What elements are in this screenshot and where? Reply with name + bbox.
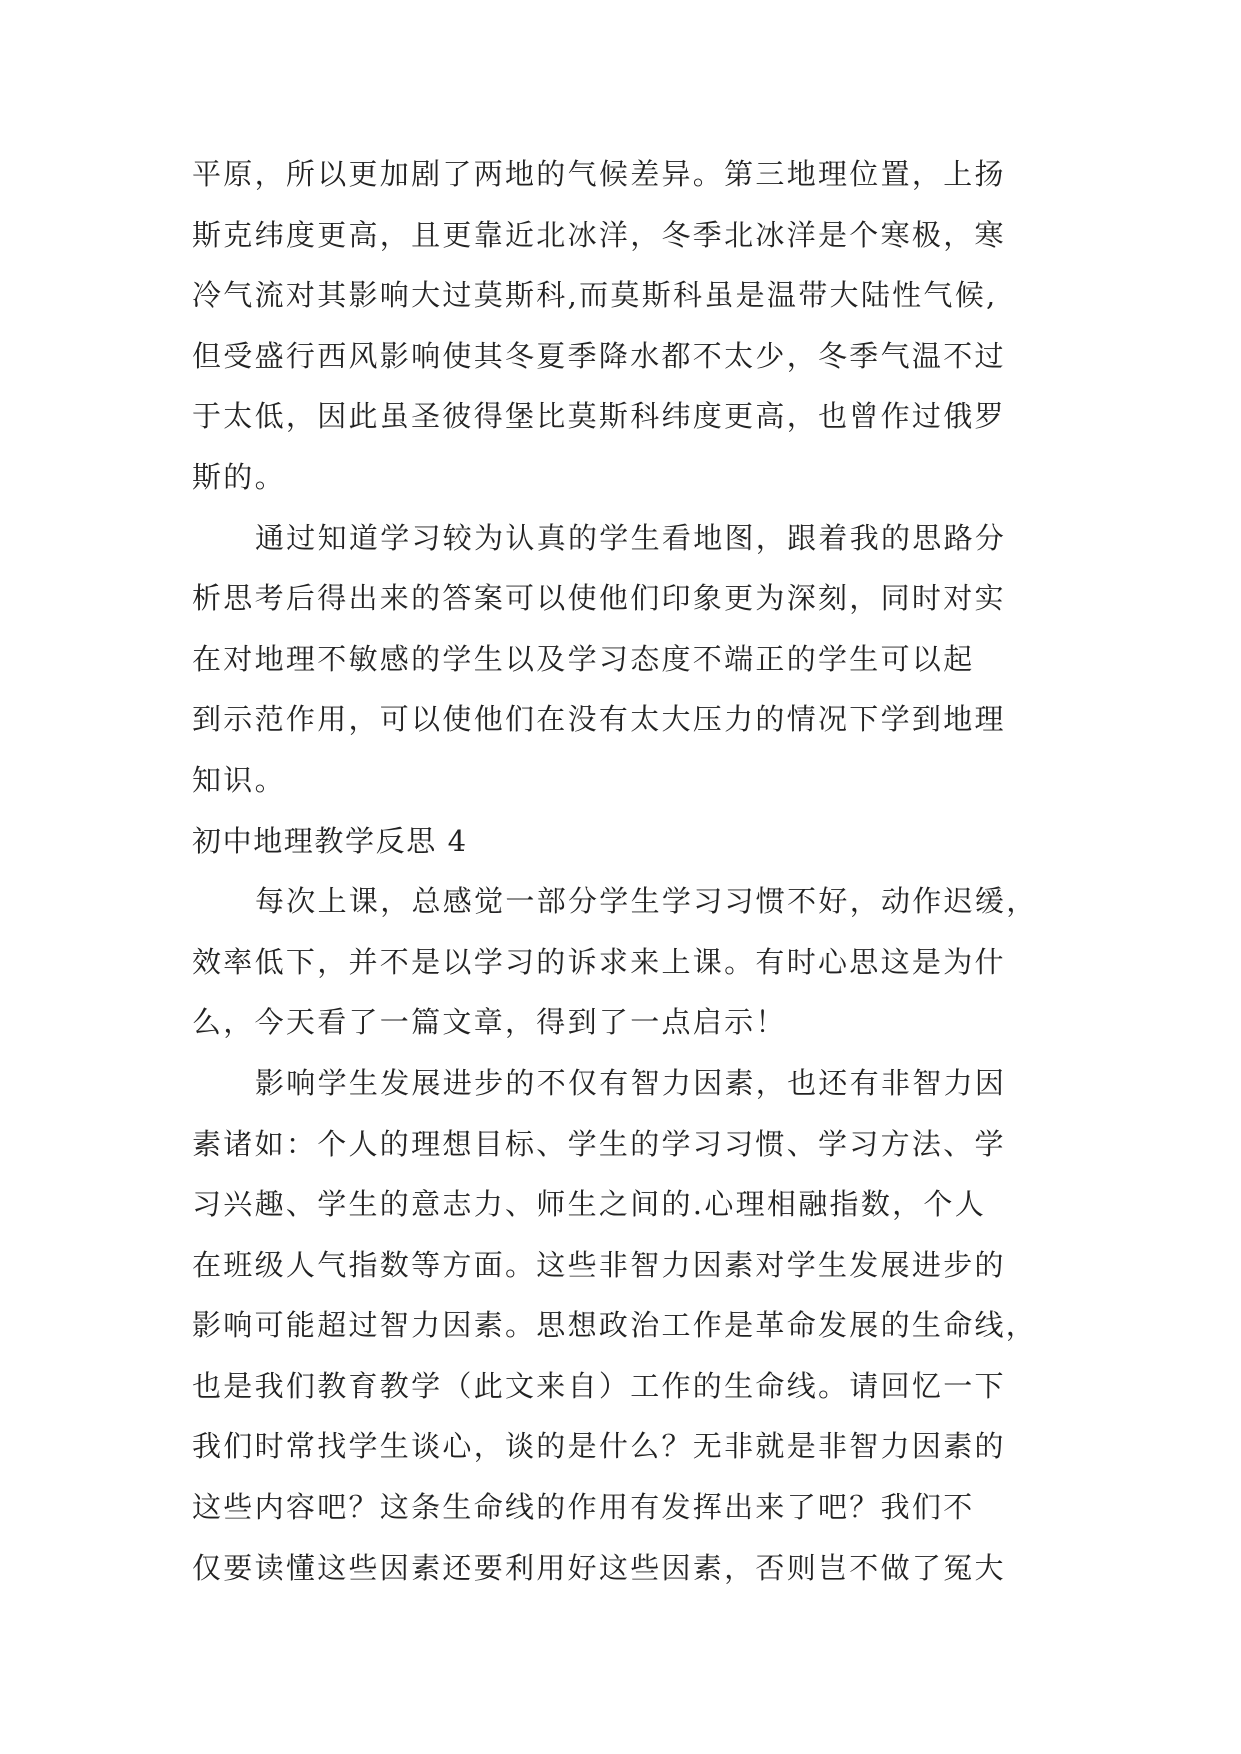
- text-line: 我们时常找学生谈心，谈的是什么？无非就是非智力因素的: [192, 1429, 1006, 1464]
- text-line: 知识。: [192, 762, 286, 797]
- text-line: 素诸如：个人的理想目标、学生的学习习惯、学习方法、学: [192, 1126, 1006, 1161]
- text-line: 么，今天看了一篇文章，得到了一点启示！: [192, 1005, 787, 1040]
- text-line: 在班级人气指数等方面。这些非智力因素对学生发展进步的: [192, 1247, 1006, 1282]
- text-line: 冷气流对其影响大过莫斯科,而莫斯科虽是温带大陆性气候,: [192, 278, 998, 313]
- paragraph-first-line: 影响学生发展进步的不仅有智力因素，也还有非智力因: [255, 1065, 1007, 1100]
- document-body: [192, 154, 1072, 1608]
- paragraph-first-line: 通过知道学习较为认真的学生看地图，跟着我的思路分: [255, 520, 1007, 555]
- text-line: 于太低，因此虽圣彼得堡比莫斯科纬度更高，也曾作过俄罗: [192, 399, 1006, 434]
- text-line: 析思考后得出来的答案可以使他们印象更为深刻，同时对实: [192, 581, 1006, 616]
- text-line: 在对地理不敏感的学生以及学习态度不端正的学生可以起: [192, 641, 975, 676]
- text-line: 习兴趣、学生的意志力、师生之间的.心理相融指数，个人: [192, 1187, 987, 1222]
- text-line: 但受盛行西风影响使其冬夏季降水都不太少，冬季气温不过: [192, 338, 1006, 373]
- section-heading: 初中地理教学反思 4: [192, 823, 468, 858]
- text-line: 仅要读懂这些因素还要利用好这些因素，否则岂不做了冤大: [192, 1550, 1006, 1585]
- text-line: 影响可能超过智力因素。思想政治工作是革命发展的生命线，: [192, 1308, 1038, 1343]
- text-line: 这些内容吧？这条生命线的作用有发挥出来了吧？我们不: [192, 1490, 975, 1525]
- text-line: 效率低下，并不是以学习的诉求来上课。有时心思这是为什: [192, 944, 1006, 979]
- text-line: 斯克纬度更高，且更靠近北冰洋，冬季北冰洋是个寒极，寒: [192, 217, 1006, 252]
- text-line: 也是我们教育教学（此文来自）工作的生命线。请回忆一下: [192, 1368, 1006, 1403]
- text-line: 斯的。: [192, 459, 286, 494]
- text-line: 平原，所以更加剧了两地的气候差异。第三地理位置，上扬: [192, 157, 1006, 191]
- text-line: 到示范作用，可以使他们在没有太大压力的情况下学到地理: [192, 702, 1006, 737]
- paragraph-first-line: 每次上课，总感觉一部分学生学习习惯不好，动作迟缓，: [255, 884, 1038, 919]
